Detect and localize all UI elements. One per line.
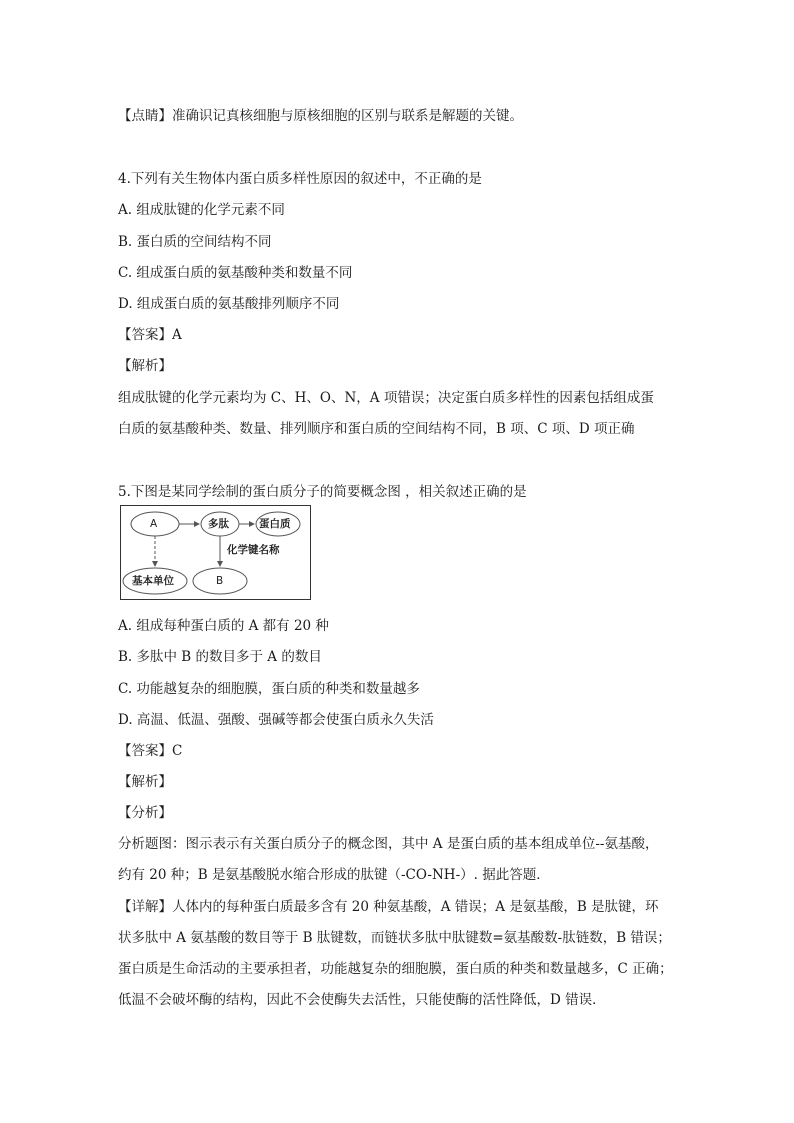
question-4-answer: 【答案】A bbox=[118, 327, 182, 343]
question-5-detail-line-1: 【详解】人体内的每种蛋白质最多含有 20 种氨基酸，A 错误；A 是氨基酸，B 是肽键，环 bbox=[118, 899, 659, 915]
question-5-option-a: A. 组成每种蛋白质的 A 都有 20 种 bbox=[118, 618, 329, 634]
node-unit-label: 基本单位 bbox=[132, 575, 174, 587]
question-5-fenxi-heading: 【分析】 bbox=[118, 805, 172, 821]
question-5-detail-line-4: 低温不会破坏酶的结构，因此不会使酶失去活性，只能使酶的活性降低，D 错误． bbox=[118, 992, 606, 1008]
node-a-label: A bbox=[150, 518, 158, 530]
edge-bond-name-label: 化学键名称 bbox=[227, 544, 280, 556]
question-4-explanation-line-2: 白质的氨基酸种类、数量、排列顺序和蛋白质的空间结构不同，B 项、C 项、D 项正确 bbox=[118, 421, 635, 437]
node-b-label: B bbox=[216, 575, 224, 587]
question-4-stem: 4.下列有关生物体内蛋白质多样性原因的叙述中，不正确的是 bbox=[118, 171, 482, 187]
question-4-option-a: A. 组成肽键的化学元素不同 bbox=[118, 202, 285, 218]
question-5-answer: 【答案】C bbox=[118, 743, 183, 759]
question-4-explanation-line-1: 组成肽键的化学元素均为 C、H、O、N，A 项错误；决定蛋白质多样性的因素包括组成蛋 bbox=[118, 390, 654, 406]
question-5-detail-line-2: 状多肽中 A 氨基酸的数目等于 B 肽键数，而链状多肽中肽键数=氨基酸数-肽链数，B 错误； bbox=[118, 930, 671, 946]
question-4-option-b: B. 蛋白质的空间结构不同 bbox=[118, 234, 272, 250]
question-5-option-b: B. 多肽中 B 的数目多于 A 的数目 bbox=[118, 649, 322, 665]
question-5-analysis-line-1: 分析题图：图示表示有关蛋白质分子的概念图，其中 A 是蛋白质的基本组成单位--氨基酸， bbox=[118, 836, 659, 852]
question-5-jiexi-heading: 【解析】 bbox=[118, 774, 172, 790]
protein-concept-diagram bbox=[120, 505, 311, 600]
question-4-option-c: C. 组成蛋白质的氨基酸种类和数量不同 bbox=[118, 265, 353, 281]
question-4-jiexi-heading: 【解析】 bbox=[118, 358, 172, 374]
question-5-detail-line-3: 蛋白质是生命活动的主要承担者，功能越复杂的细胞膜，蛋白质的种类和数量越多，C 正确； bbox=[118, 961, 673, 977]
question-5-analysis-line-2: 约有 20 种；B 是氨基酸脱水缩合形成的肽键（-CO-NH-）. 据此答题． bbox=[118, 867, 550, 883]
question-5-stem: 5.下图是某同学绘制的蛋白质分子的简要概念图 ，相关叙述正确的是 bbox=[118, 484, 527, 500]
question-5-option-d: D. 高温、低温、强酸、强碱等都会使蛋白质永久失活 bbox=[118, 712, 434, 728]
question-4-option-d: D. 组成蛋白质的氨基酸排列顺序不同 bbox=[118, 296, 340, 312]
question-5-option-c: C. 功能越复杂的细胞膜，蛋白质的种类和数量越多 bbox=[118, 681, 420, 697]
node-peptide-label: 多肽 bbox=[208, 518, 229, 530]
dianjing-note: 【点睛】准确识记真核细胞与原核细胞的区别与联系是解题的关键。 bbox=[118, 108, 523, 124]
node-protein-label: 蛋白质 bbox=[259, 518, 291, 530]
